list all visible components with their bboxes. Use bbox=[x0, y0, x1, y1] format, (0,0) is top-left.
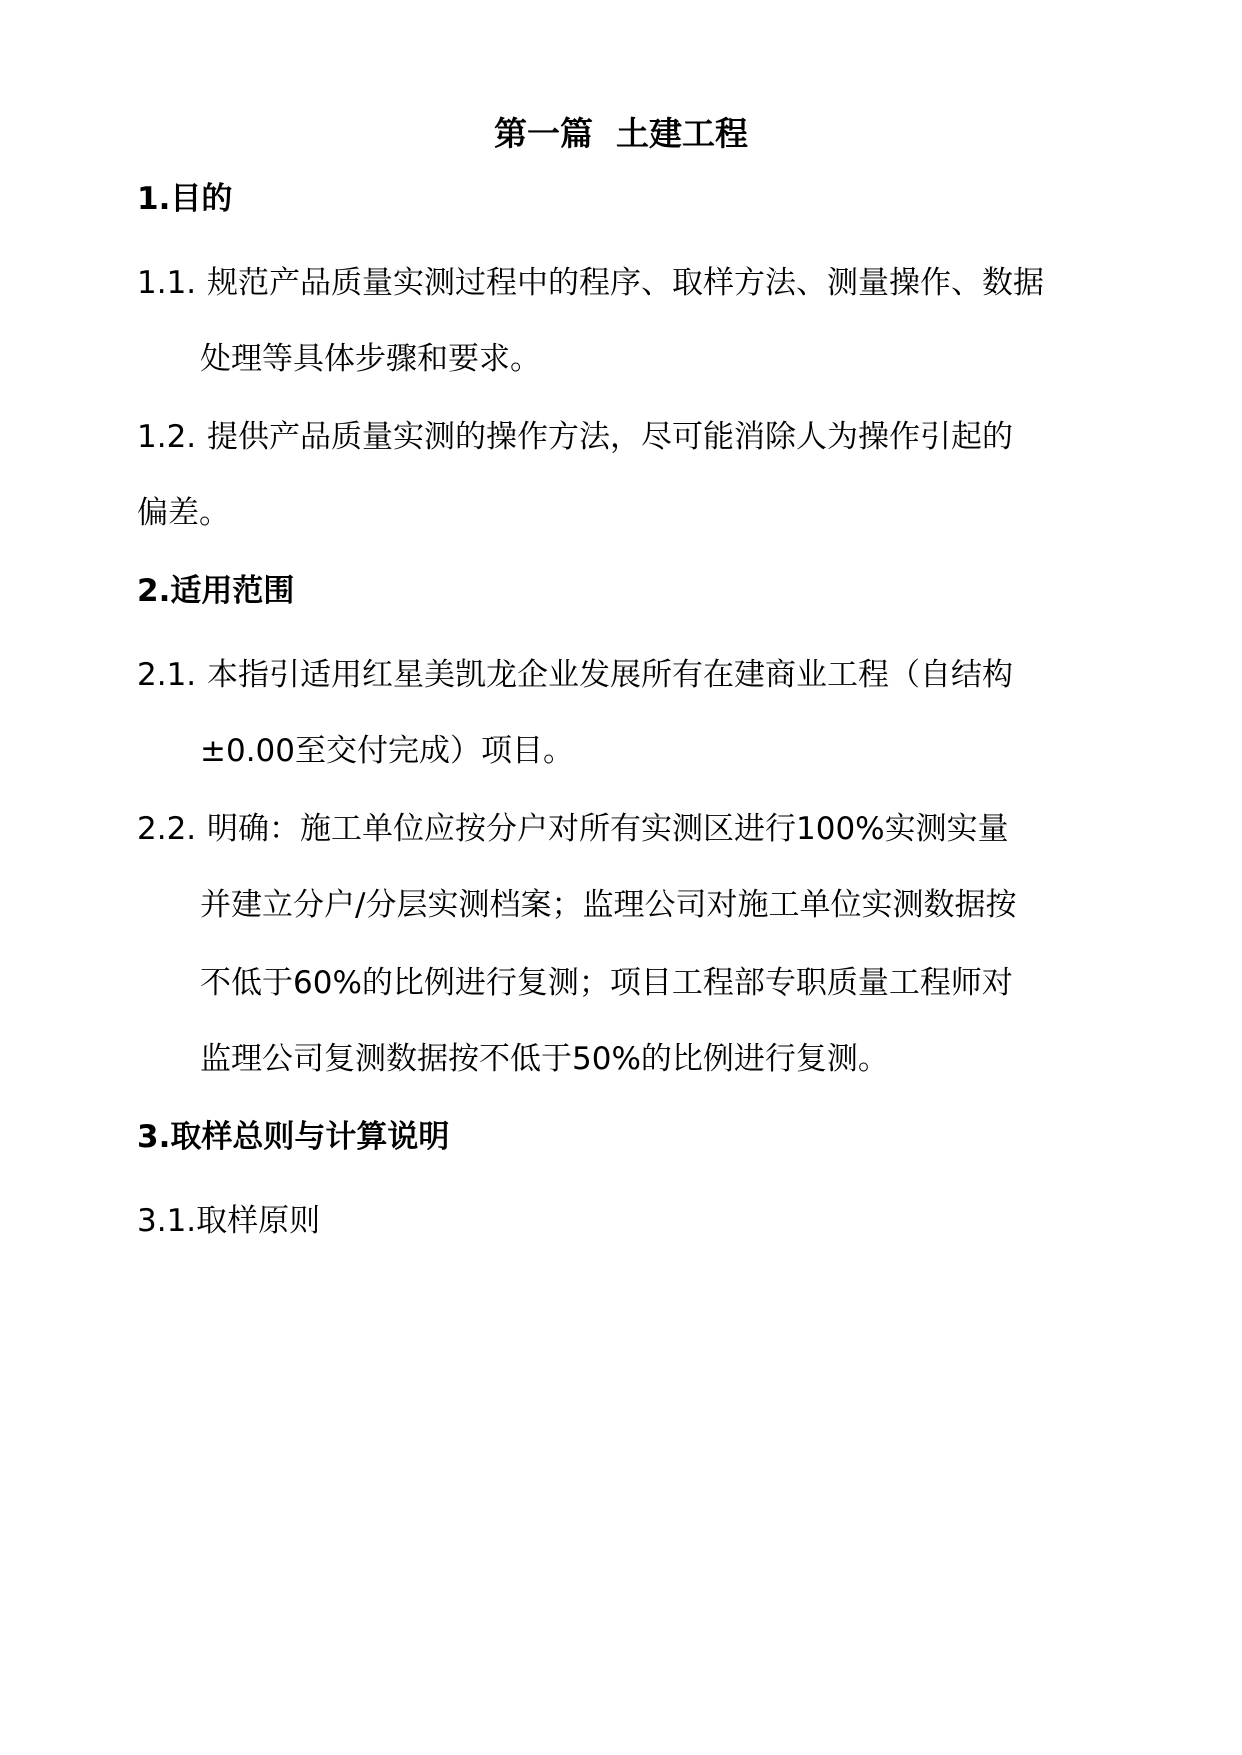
section-heading-2: 2.适用范围 bbox=[137, 573, 295, 609]
section-heading-1: 1.目的 bbox=[137, 181, 233, 217]
item-2-2-line-2: 并建立分户/分层实测档案；监理公司对施工单位实测数据按 bbox=[200, 887, 1017, 923]
item-number: 2.1. bbox=[137, 657, 197, 693]
sub-heading-3-1: 3.1.取样原则 bbox=[137, 1203, 321, 1239]
item-number: 1.2. bbox=[137, 419, 197, 455]
item-text: 提供产品质量实测的操作方法，尽可能消除人为操作引起的 bbox=[207, 419, 1013, 455]
item-1-2-line-2: 偏差。 bbox=[137, 495, 230, 531]
item-2-2-line-4: 监理公司复测数据按不低于50%的比例进行复测。 bbox=[200, 1041, 889, 1077]
item-text: 规范产品质量实测过程中的程序、取样方法、测量操作、数据 bbox=[207, 265, 1044, 301]
item-text: 明确：施工单位应按分户对所有实测区进行100%实测实量 bbox=[207, 811, 1009, 847]
page-title: 第一篇 土建工程 bbox=[494, 114, 748, 153]
item-2-1-line-1 bbox=[137, 654, 1013, 696]
item-1-2-line-1 bbox=[137, 416, 1013, 458]
item-number: 2.2. bbox=[137, 811, 197, 847]
section-heading-3: 3.取样总则与计算说明 bbox=[137, 1119, 450, 1155]
item-1-1-line-1 bbox=[137, 262, 1044, 304]
item-text: 本指引适用红星美凯龙企业发展所有在建商业工程（自结构 bbox=[207, 657, 1013, 693]
item-2-2-line-3: 不低于60%的比例进行复测；项目工程部专职质量工程师对 bbox=[200, 965, 1013, 1001]
item-2-1-line-2: ±0.00至交付完成）项目。 bbox=[200, 733, 574, 769]
item-number: 1.1. bbox=[137, 265, 197, 301]
item-2-2-line-1 bbox=[137, 808, 1009, 850]
item-1-1-line-2: 处理等具体步骤和要求。 bbox=[200, 341, 541, 377]
